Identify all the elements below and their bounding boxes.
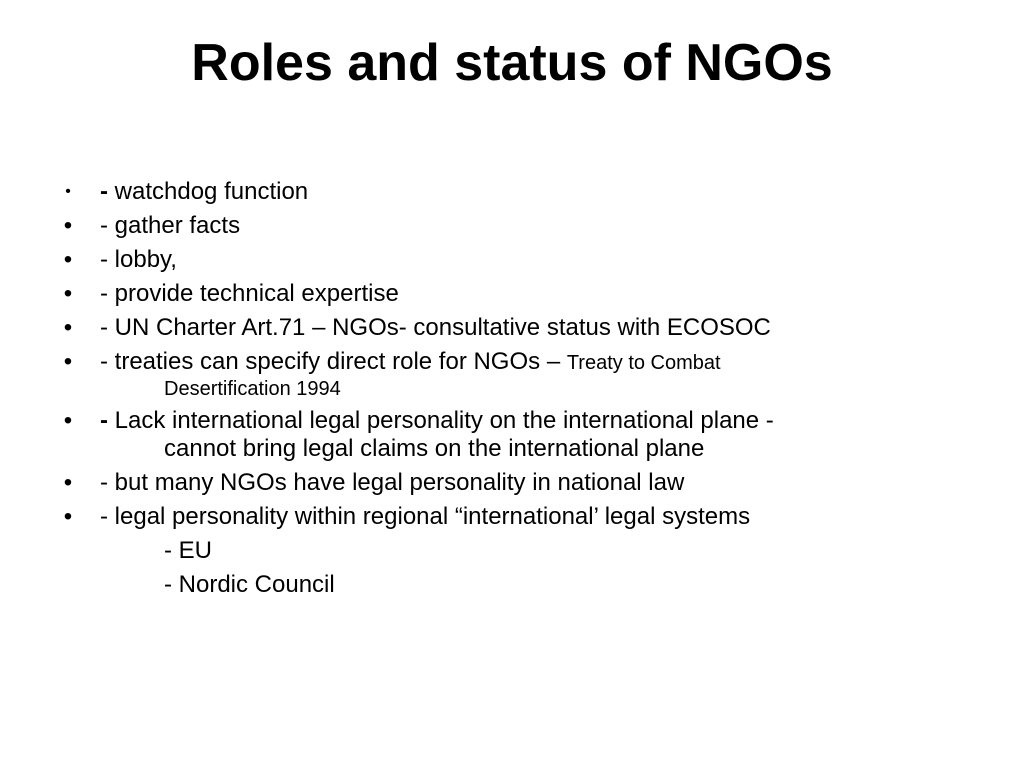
- bullet-dash: -: [100, 407, 108, 434]
- sub-item-nordic-council: - Nordic Council: [164, 571, 335, 598]
- bullet-continuation: Desertification 1994: [164, 378, 341, 400]
- bullet-text: - but many NGOs have legal personality in national law: [100, 469, 685, 496]
- bullet-un-charter: [0, 314, 1024, 342]
- slide-title: Roles and status of NGOs: [191, 34, 833, 92]
- bullet-dot: •: [63, 503, 73, 530]
- bullet-list: [0, 178, 1024, 605]
- bullet-text: Lack international legal personality on the international plane -: [108, 407, 774, 434]
- bullet-watchdog: [0, 178, 1024, 206]
- bullet-lobby: [0, 246, 1024, 274]
- bullet-national-law: [0, 469, 1024, 497]
- bullet-dot: •: [63, 212, 73, 239]
- bullet-dot: •: [63, 348, 73, 375]
- bullet-treaties: [0, 348, 1024, 401]
- bullet-gather-facts: [0, 212, 1024, 240]
- bullet-dot: •: [65, 183, 71, 200]
- bullet-dot: •: [63, 246, 73, 273]
- bullet-technical-expertise: [0, 280, 1024, 308]
- bullet-treaty-example: Treaty to Combat: [566, 352, 721, 374]
- bullet-text: - UN Charter Art.71 – NGOs- consultative status with ECOSOC: [100, 314, 771, 341]
- bullet-dot: •: [63, 280, 73, 307]
- bullet-text: watchdog function: [108, 178, 309, 205]
- bullet-text: - legal personality within regional “international’ legal systems: [100, 503, 751, 530]
- bullet-text: - treaties can specify direct role for NGOs –: [100, 348, 567, 375]
- bullet-dash: -: [100, 178, 108, 205]
- bullet-regional-systems: [0, 503, 1024, 531]
- sub-item-eu: - EU: [164, 537, 212, 564]
- bullet-text: - lobby,: [100, 246, 177, 273]
- bullet-continuation: cannot bring legal claims on the international plane: [164, 435, 705, 462]
- bullet-dot: •: [63, 314, 73, 341]
- bullet-dot: •: [63, 407, 73, 434]
- bullet-text: - gather facts: [100, 212, 241, 239]
- bullet-dot: •: [63, 469, 73, 496]
- bullet-text: - provide technical expertise: [100, 280, 399, 307]
- bullet-lack-personality: [0, 407, 1024, 463]
